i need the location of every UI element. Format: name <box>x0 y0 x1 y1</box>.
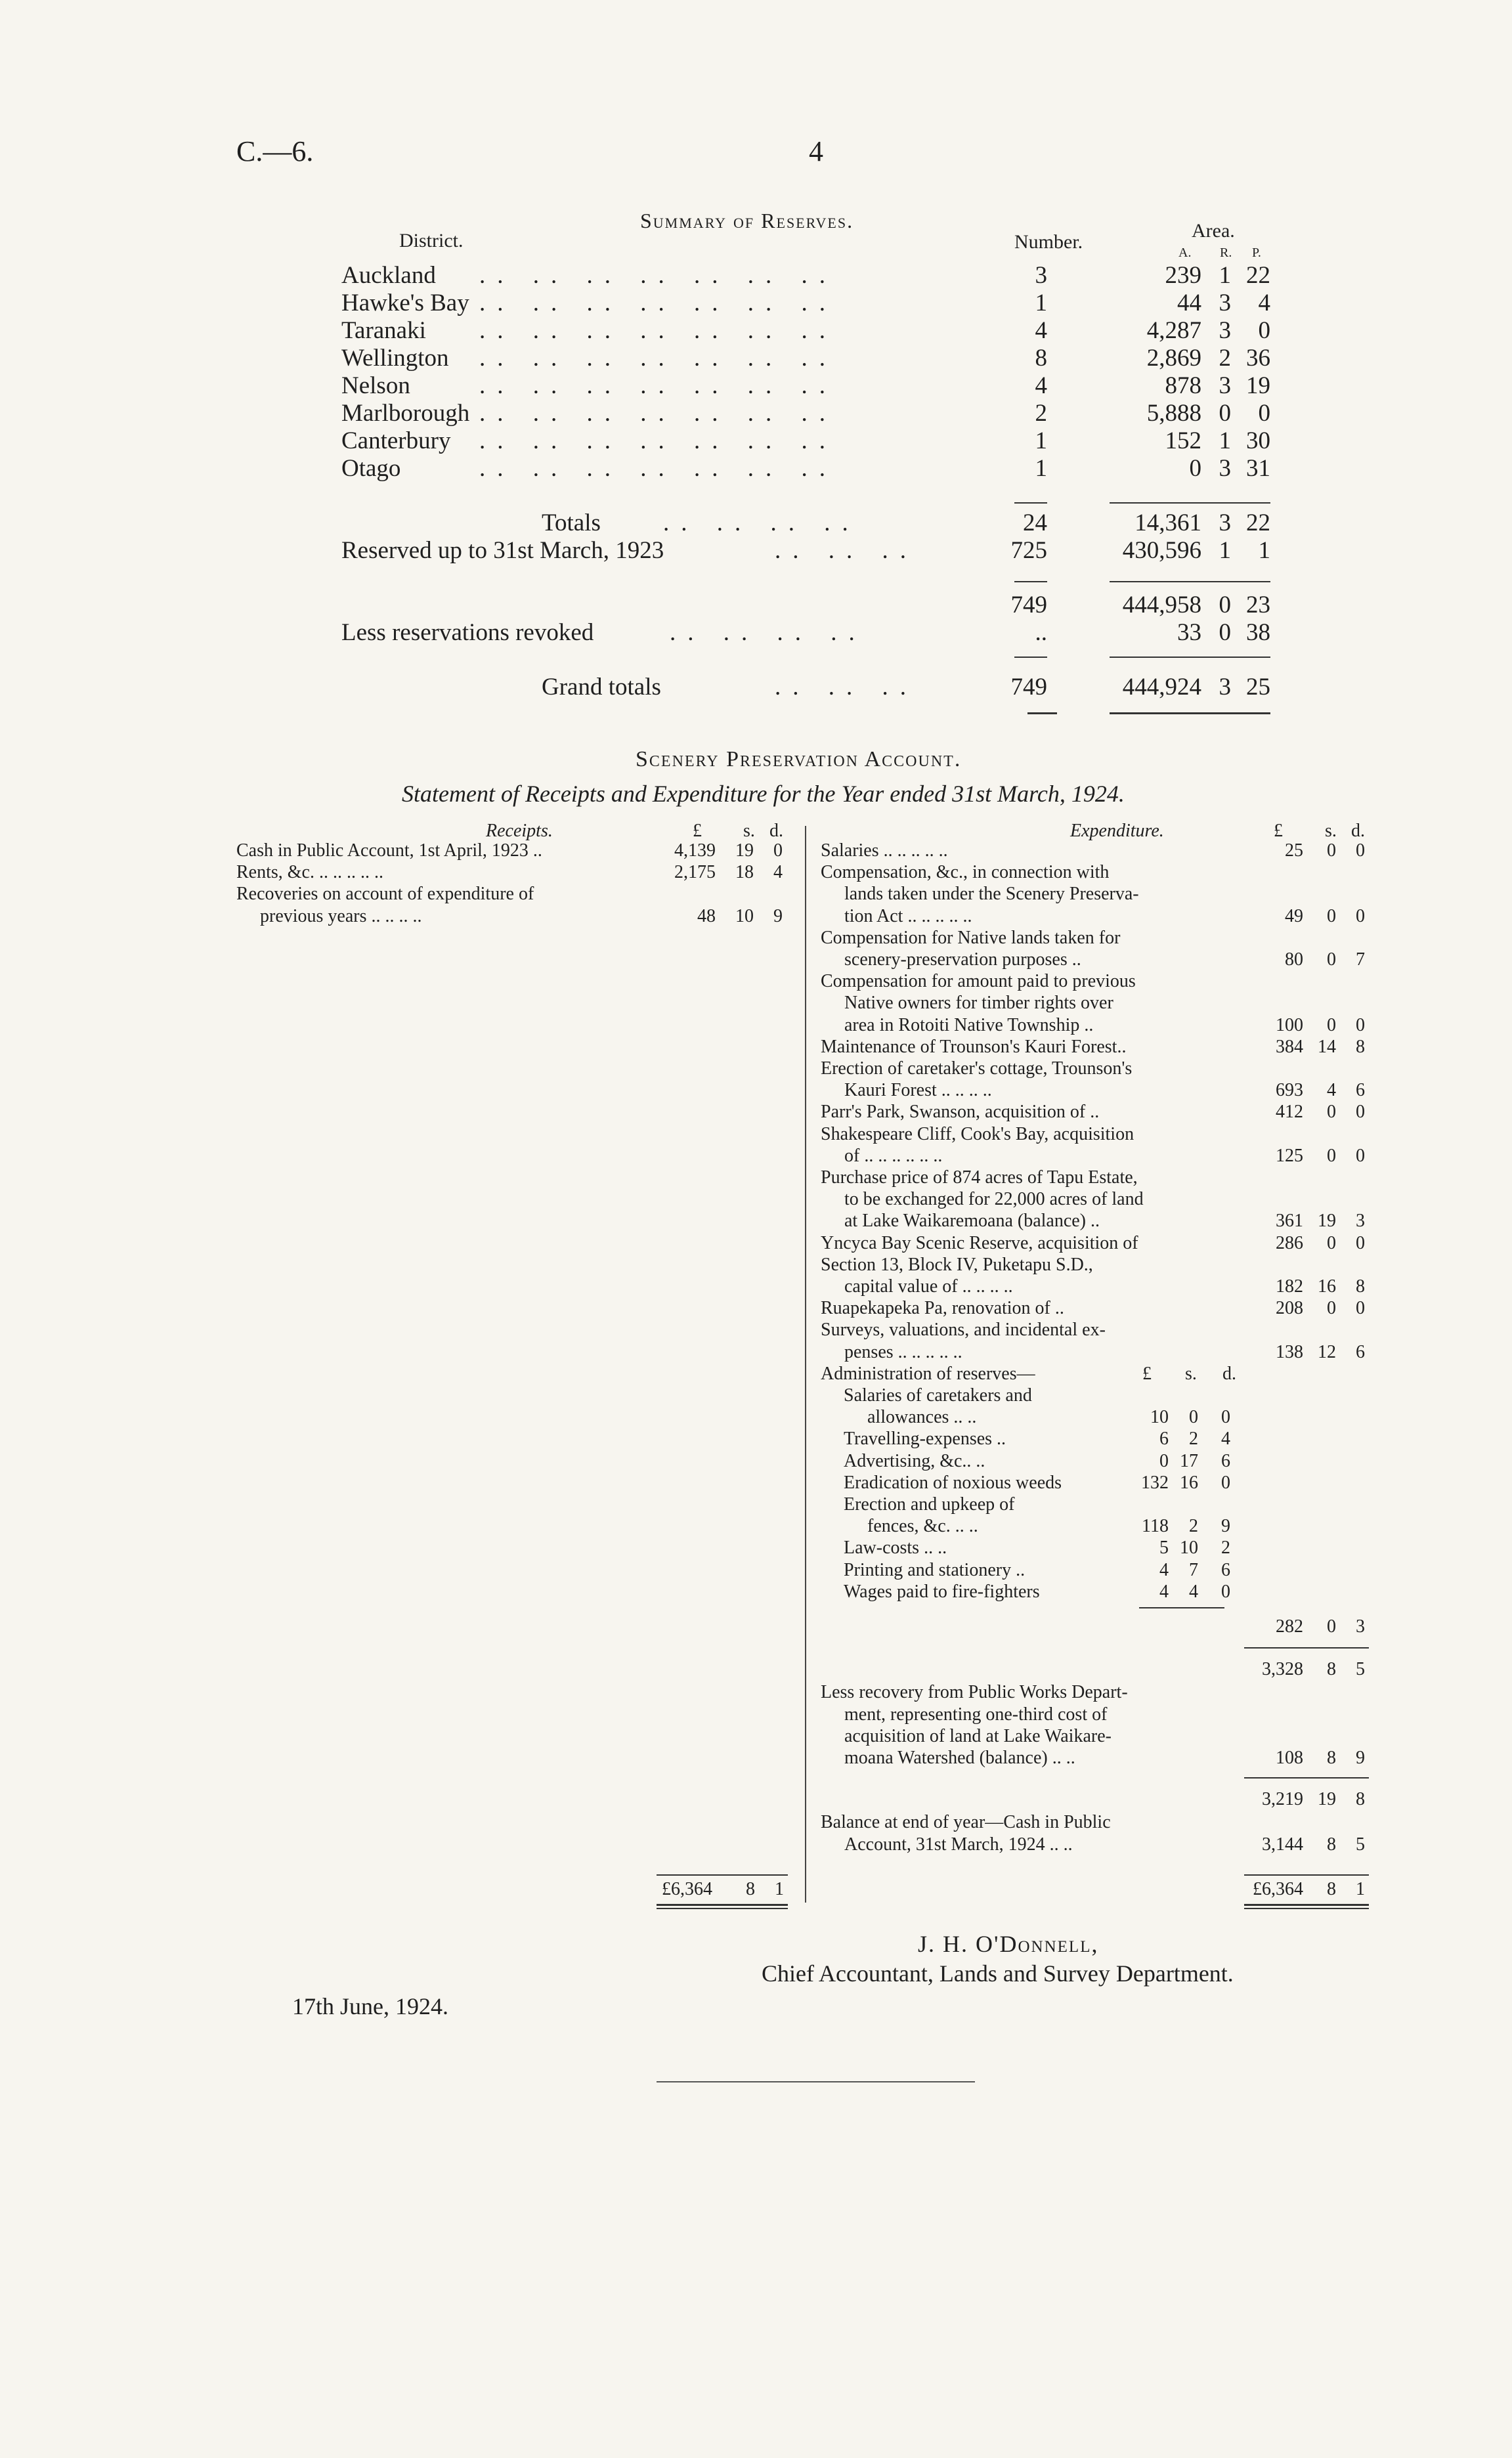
account-subtitle: Statement of Receipts and Expenditure for the Year ended 31st March, 1924. <box>402 781 1125 807</box>
summary-label: Grand totals <box>542 674 661 701</box>
district-name: Hawke's Bay <box>341 290 469 316</box>
leader-dots: .. .. .. .. <box>663 509 860 536</box>
summary-roods: 3 <box>1219 674 1231 701</box>
expenditure-text: Parr's Park, Swanson, acquisition of .. <box>821 1102 1100 1123</box>
amount-pounds: 4,139 <box>674 840 716 861</box>
col-a: A. <box>1178 246 1192 260</box>
admin-shilling-head: s. <box>1185 1363 1197 1384</box>
summary-acres: 444,958 <box>1122 592 1201 618</box>
amount-pounds: 80 <box>1285 949 1303 970</box>
expenditure-pence-head: d. <box>1351 821 1365 841</box>
admin-item-text: allowances .. .. <box>867 1407 977 1428</box>
amount-pence: 0 <box>1356 1014 1365 1035</box>
expenditure-text: at Lake Waikaremoana (balance) .. <box>844 1211 1100 1232</box>
amount-shillings: 2 <box>1189 1429 1198 1450</box>
amount-shillings: 0 <box>1327 1145 1336 1166</box>
summary-perches: 1 <box>1258 537 1270 564</box>
rule <box>1139 1607 1224 1608</box>
amount-pence: 0 <box>1221 1581 1230 1602</box>
expenditure-pound-head: £ <box>1274 821 1283 841</box>
receipts-pound-head: £ <box>693 821 702 841</box>
summary-row <box>0 618 1512 646</box>
amount-pounds: 4 <box>1159 1559 1169 1580</box>
amount-pounds: 48 <box>697 905 716 926</box>
summary-label: Less reservations revoked <box>341 619 594 646</box>
amount-pounds: 6 <box>1159 1429 1169 1450</box>
receipt-text: Cash in Public Account, 1st April, 1923 .. <box>236 840 542 861</box>
summary-acres: 5,888 <box>1146 400 1201 427</box>
summary-number: .. <box>1035 619 1047 646</box>
district-name: Otago <box>341 455 401 482</box>
col-number: Number. <box>1014 231 1083 253</box>
summary-acres: 33 <box>1177 619 1201 646</box>
summary-acres: 2,869 <box>1146 345 1201 372</box>
summary-perches: 25 <box>1246 674 1270 701</box>
summary-number: 4 <box>1035 372 1047 399</box>
amount-shillings: 14 <box>1318 1036 1336 1057</box>
rule <box>1244 1904 1369 1906</box>
admin-item-text: Advertising, &c.. .. <box>844 1450 985 1471</box>
receipts-shilling-head: s. <box>743 821 755 841</box>
amount-pounds: 412 <box>1276 1102 1303 1123</box>
amount-pounds: 384 <box>1276 1036 1303 1057</box>
amount-pounds: 5 <box>1159 1538 1169 1559</box>
page-number: 4 <box>809 135 823 167</box>
summary-number: 749 <box>1010 674 1047 701</box>
amount-pence: 3 <box>1356 1616 1365 1637</box>
amount-pence: 0 <box>1221 1407 1230 1428</box>
receipts-total-shillings: 8 <box>746 1879 755 1899</box>
receipt-text: Recoveries on account of expenditure of <box>236 884 534 905</box>
summary-acres: 430,596 <box>1122 537 1201 564</box>
summary-roods: 0 <box>1219 400 1231 427</box>
expenditure-text: Compensation for amount paid to previous <box>821 971 1136 992</box>
expenditure-text: tion Act .. .. .. .. .. <box>844 905 972 926</box>
admin-pence-head: d. <box>1222 1363 1236 1384</box>
summary-roods: 3 <box>1219 372 1231 399</box>
expenditure-text: penses .. .. .. .. .. <box>844 1341 962 1362</box>
amount-pounds: 118 <box>1142 1516 1169 1537</box>
leader-dots: .. .. .. .. .. .. .. <box>479 262 837 289</box>
summary-row <box>0 673 1512 701</box>
amount-pounds: 693 <box>1276 1080 1303 1101</box>
amount-shillings: 0 <box>1327 1014 1336 1035</box>
amount-pence: 4 <box>1221 1429 1230 1450</box>
expenditure-text: Erection of caretaker's cottage, Trounson's <box>821 1058 1133 1079</box>
summary-number: 1 <box>1035 290 1047 316</box>
expenditure-text: Native owners for timber rights over <box>844 993 1113 1014</box>
rule <box>1244 1908 1369 1909</box>
district-name: Marlborough <box>341 400 470 427</box>
receipt-text: Rents, &c. .. .. .. .. .. <box>236 862 383 883</box>
signatory-name: J. H. O'Donnell, <box>918 1931 1099 1957</box>
amount-shillings: 0 <box>1327 949 1336 970</box>
admin-item-text: Salaries of caretakers and <box>844 1385 1032 1406</box>
amount-shillings: 4 <box>1327 1080 1336 1101</box>
summary-acres: 152 <box>1165 427 1201 454</box>
amount-pence: 7 <box>1356 949 1365 970</box>
rule <box>657 1908 788 1909</box>
amount-shillings: 0 <box>1327 1616 1336 1637</box>
summary-label: Totals <box>542 509 601 536</box>
expenditure-total-pence: 1 <box>1356 1879 1365 1899</box>
expenditure-shilling-head: s. <box>1325 821 1337 841</box>
amount-pounds: 3,144 <box>1262 1834 1303 1855</box>
admin-item-text: Eradication of noxious weeds <box>844 1472 1062 1493</box>
amount-shillings: 0 <box>1327 905 1336 926</box>
expenditure-total-pounds: £6,364 <box>1253 1879 1303 1899</box>
amount-pence: 8 <box>1356 1276 1365 1297</box>
summary-acres: 239 <box>1165 262 1201 289</box>
rule <box>1244 1777 1369 1779</box>
amount-shillings: 0 <box>1327 1102 1336 1123</box>
amount-shillings: 8 <box>1327 1659 1336 1680</box>
expenditure-text: Surveys, valuations, and incidental ex- <box>821 1320 1106 1341</box>
summary-number: 2 <box>1035 400 1047 427</box>
receipts-total-pounds: £6,364 <box>662 1879 712 1899</box>
summary-number: 24 <box>1023 509 1047 536</box>
expenditure-text: capital value of .. .. .. .. <box>844 1276 1013 1297</box>
amount-pounds: 2,175 <box>674 862 716 883</box>
amount-shillings: 19 <box>1318 1211 1336 1232</box>
col-area: Area. <box>1192 220 1235 242</box>
rule <box>657 1904 788 1906</box>
col-district: District. <box>399 230 464 251</box>
summary-perches: 36 <box>1246 345 1270 372</box>
amount-pounds: 286 <box>1276 1232 1303 1253</box>
expenditure-text: Salaries .. .. .. .. .. <box>821 840 948 861</box>
amount-shillings: 0 <box>1189 1407 1198 1428</box>
summary-perches: 22 <box>1246 509 1270 536</box>
rule <box>1027 712 1057 714</box>
receipt-text: previous years .. .. .. .. <box>260 905 422 926</box>
summary-number: 725 <box>1010 537 1047 564</box>
expenditure-text: Kauri Forest .. .. .. .. <box>844 1080 992 1101</box>
amount-pounds: 208 <box>1276 1298 1303 1319</box>
amount-shillings: 7 <box>1189 1559 1198 1580</box>
summary-perches: 30 <box>1246 427 1270 454</box>
summary-roods: 3 <box>1219 509 1231 536</box>
amount-pence: 3 <box>1356 1211 1365 1232</box>
summary-row <box>0 372 1512 399</box>
summary-perches: 38 <box>1246 619 1270 646</box>
footer-rule <box>657 2081 975 2082</box>
amount-shillings: 0 <box>1327 1298 1336 1319</box>
summary-row <box>0 454 1512 482</box>
amount-pence: 6 <box>1221 1450 1230 1471</box>
signatory-title: Chief Accountant, Lands and Survey Department. <box>762 1960 1234 1987</box>
summary-acres: 444,924 <box>1122 674 1201 701</box>
summary-roods: 2 <box>1219 345 1231 372</box>
summary-row <box>0 427 1512 454</box>
summary-roods: 3 <box>1219 455 1231 482</box>
amount-pounds: 4 <box>1159 1581 1169 1602</box>
expenditure-text: Shakespeare Cliff, Cook's Bay, acquisition <box>821 1123 1134 1144</box>
summary-row <box>0 261 1512 289</box>
expenditure-text: Compensation for Native lands taken for <box>821 927 1121 948</box>
rule <box>1110 502 1270 504</box>
expenditure-text: Maintenance of Trounson's Kauri Forest.. <box>821 1036 1127 1057</box>
document-code: C.—6. <box>236 135 314 167</box>
amount-pounds: 100 <box>1276 1014 1303 1035</box>
expenditure-text: Section 13, Block IV, Puketapu S.D., <box>821 1254 1093 1275</box>
summary-roods: 1 <box>1219 427 1231 454</box>
amount-shillings: 17 <box>1180 1450 1198 1471</box>
district-name: Taranaki <box>341 317 426 344</box>
amount-pence: 6 <box>1221 1559 1230 1580</box>
col-p: P. <box>1252 246 1261 260</box>
admin-heading: Administration of reserves— <box>821 1363 1035 1384</box>
amount-pence: 0 <box>1356 840 1365 861</box>
amount-pence: 9 <box>1356 1748 1365 1768</box>
expenditure-text: ment, representing one-third cost of <box>844 1704 1108 1725</box>
date: 17th June, 1924. <box>292 1993 448 2019</box>
admin-item-text: Erection and upkeep of <box>844 1494 1015 1515</box>
summary-row <box>0 289 1512 316</box>
amount-pounds: 132 <box>1141 1472 1169 1493</box>
amount-shillings: 10 <box>1180 1538 1198 1559</box>
amount-shillings: 10 <box>735 905 754 926</box>
summary-roods: 3 <box>1219 317 1231 344</box>
district-name: Wellington <box>341 345 449 372</box>
admin-item-text: fences, &c. .. .. <box>867 1516 978 1537</box>
summary-perches: 0 <box>1258 317 1270 344</box>
summary-roods: 3 <box>1219 290 1231 316</box>
summary-label: Reserved up to 31st March, 1923 <box>341 537 664 564</box>
expenditure-text: moana Watershed (balance) .. .. <box>844 1748 1075 1768</box>
summary-number: 3 <box>1035 262 1047 289</box>
amount-pence: 9 <box>1221 1516 1230 1537</box>
summary-perches: 0 <box>1258 400 1270 427</box>
rule <box>657 1874 788 1876</box>
expenditure-text: Less recovery from Public Works Depart- <box>821 1682 1128 1703</box>
rule <box>1014 657 1047 658</box>
summary-acres: 44 <box>1177 290 1201 316</box>
district-name: Auckland <box>341 262 436 289</box>
admin-item-text: Law-costs .. .. <box>844 1538 947 1559</box>
rule <box>1110 712 1270 714</box>
amount-pence: 6 <box>1356 1080 1365 1101</box>
amount-shillings: 0 <box>1327 1232 1336 1253</box>
expenditure-text: Compensation, &c., in connection with <box>821 862 1110 883</box>
summary-number: 1 <box>1035 455 1047 482</box>
summary-perches: 22 <box>1246 262 1270 289</box>
amount-shillings: 8 <box>1327 1748 1336 1768</box>
expenditure-text: Purchase price of 874 acres of Tapu Estate, <box>821 1167 1138 1188</box>
amount-pence: 8 <box>1356 1789 1365 1810</box>
rule <box>1014 581 1047 582</box>
amount-pounds: 10 <box>1150 1407 1169 1428</box>
summary-perches: 31 <box>1246 455 1270 482</box>
rule <box>1244 1647 1369 1649</box>
expenditure-text: Account, 31st March, 1924 .. .. <box>844 1834 1073 1855</box>
admin-item-text: Printing and stationery .. <box>844 1559 1026 1580</box>
expenditure-total-shillings: 8 <box>1327 1879 1336 1899</box>
receipts-total-pence: 1 <box>775 1879 784 1899</box>
amount-pence: 0 <box>1356 1232 1365 1253</box>
amount-pounds: 3,328 <box>1262 1659 1303 1680</box>
summary-row <box>0 344 1512 372</box>
district-name: Canterbury <box>341 427 451 454</box>
expenditure-text: Balance at end of year—Cash in Public <box>821 1812 1111 1833</box>
expenditure-text: of .. .. .. .. .. .. <box>844 1145 943 1166</box>
amount-shillings: 16 <box>1180 1472 1198 1493</box>
summary-roods: 0 <box>1219 619 1231 646</box>
amount-pounds: 182 <box>1276 1276 1303 1297</box>
summary-number: 4 <box>1035 317 1047 344</box>
summary-acres: 14,361 <box>1134 509 1201 536</box>
summary-acres: 878 <box>1165 372 1201 399</box>
amount-shillings: 8 <box>1327 1834 1336 1855</box>
expenditure-text: Ruapekapeka Pa, renovation of .. <box>821 1298 1064 1319</box>
account-title: Scenery Preservation Account. <box>636 747 962 771</box>
leader-dots: .. .. .. .. .. .. .. <box>479 400 837 427</box>
summary-number: 749 <box>1010 592 1047 618</box>
leader-dots: .. .. .. .. .. .. .. <box>479 427 837 454</box>
amount-pounds: 282 <box>1276 1616 1303 1637</box>
summary-roods: 1 <box>1219 262 1231 289</box>
amount-pence: 5 <box>1356 1834 1365 1855</box>
summary-number: 8 <box>1035 345 1047 372</box>
leader-dots: .. .. .. .. .. .. .. <box>479 455 837 482</box>
summary-roods: 1 <box>1219 537 1231 564</box>
amount-pounds: 125 <box>1276 1145 1303 1166</box>
amount-pounds: 361 <box>1276 1211 1303 1232</box>
amount-pence: 0 <box>1356 905 1365 926</box>
column-divider <box>805 826 806 1903</box>
amount-pounds: 138 <box>1276 1341 1303 1362</box>
summary-number: 1 <box>1035 427 1047 454</box>
leader-dots: .. .. .. .. .. .. .. <box>479 290 837 316</box>
summary-perches: 4 <box>1258 290 1270 316</box>
summary-row <box>0 316 1512 344</box>
admin-item-text: Travelling-expenses .. <box>844 1429 1006 1450</box>
amount-pence: 9 <box>773 905 783 926</box>
amount-pence: 6 <box>1356 1341 1365 1362</box>
summary-row <box>0 399 1512 427</box>
amount-pounds: 108 <box>1276 1748 1303 1768</box>
amount-shillings: 0 <box>1327 840 1336 861</box>
receipts-heading: Receipts. <box>486 821 553 841</box>
summary-acres: 4,287 <box>1146 317 1201 344</box>
admin-item-text: Wages paid to fire-fighters <box>844 1581 1040 1602</box>
amount-shillings: 19 <box>735 840 754 861</box>
amount-pence: 0 <box>1356 1145 1365 1166</box>
summary-row <box>0 591 1512 618</box>
summary-title: Summary of Reserves. <box>640 209 854 232</box>
amount-pence: 0 <box>773 840 783 861</box>
amount-pence: 8 <box>1356 1036 1365 1057</box>
admin-pound-head: £ <box>1142 1363 1152 1384</box>
amount-pence: 0 <box>1356 1102 1365 1123</box>
rule <box>1110 657 1270 658</box>
amount-pence: 4 <box>773 862 783 883</box>
amount-shillings: 19 <box>1318 1789 1336 1810</box>
amount-shillings: 18 <box>735 862 754 883</box>
leader-dots: .. .. .. .. .. .. .. <box>479 345 837 372</box>
amount-shillings: 2 <box>1189 1516 1198 1537</box>
district-name: Nelson <box>341 372 410 399</box>
amount-pounds: 3,219 <box>1262 1789 1303 1810</box>
summary-acres: 0 <box>1189 455 1201 482</box>
summary-perches: 23 <box>1246 592 1270 618</box>
amount-pounds: 25 <box>1285 840 1303 861</box>
summary-roods: 0 <box>1219 592 1231 618</box>
expenditure-text: area in Rotoiti Native Township .. <box>844 1014 1094 1035</box>
leader-dots: .. .. .. .. .. .. .. <box>479 317 837 344</box>
rule <box>1244 1874 1369 1876</box>
rule <box>1014 502 1047 504</box>
expenditure-text: to be exchanged for 22,000 acres of land <box>844 1189 1144 1210</box>
amount-pence: 0 <box>1221 1472 1230 1493</box>
col-r: R. <box>1220 246 1232 260</box>
expenditure-heading: Expenditure. <box>1070 821 1164 841</box>
amount-pounds: 49 <box>1285 905 1303 926</box>
amount-pence: 2 <box>1221 1538 1230 1559</box>
amount-pounds: 0 <box>1159 1450 1169 1471</box>
amount-pence: 0 <box>1356 1298 1365 1319</box>
amount-pence: 5 <box>1356 1659 1365 1680</box>
amount-shillings: 16 <box>1318 1276 1336 1297</box>
leader-dots: .. .. .. .. .. .. .. <box>479 372 837 399</box>
summary-row <box>0 536 1512 564</box>
summary-row <box>0 509 1512 536</box>
amount-shillings: 12 <box>1318 1341 1336 1362</box>
expenditure-text: scenery-preservation purposes .. <box>844 949 1081 970</box>
expenditure-text: Yncyca Bay Scenic Reserve, acquisition of <box>821 1232 1138 1253</box>
summary-perches: 19 <box>1246 372 1270 399</box>
leader-dots: .. .. .. .. <box>670 619 867 646</box>
expenditure-text: lands taken under the Scenery Preserva- <box>844 884 1139 905</box>
leader-dots: .. .. .. <box>775 674 918 701</box>
amount-shillings: 4 <box>1189 1581 1198 1602</box>
receipts-pence-head: d. <box>769 821 783 841</box>
rule <box>1110 581 1270 582</box>
leader-dots: .. .. .. <box>775 537 918 564</box>
expenditure-text: acquisition of land at Lake Waikare- <box>844 1725 1112 1746</box>
